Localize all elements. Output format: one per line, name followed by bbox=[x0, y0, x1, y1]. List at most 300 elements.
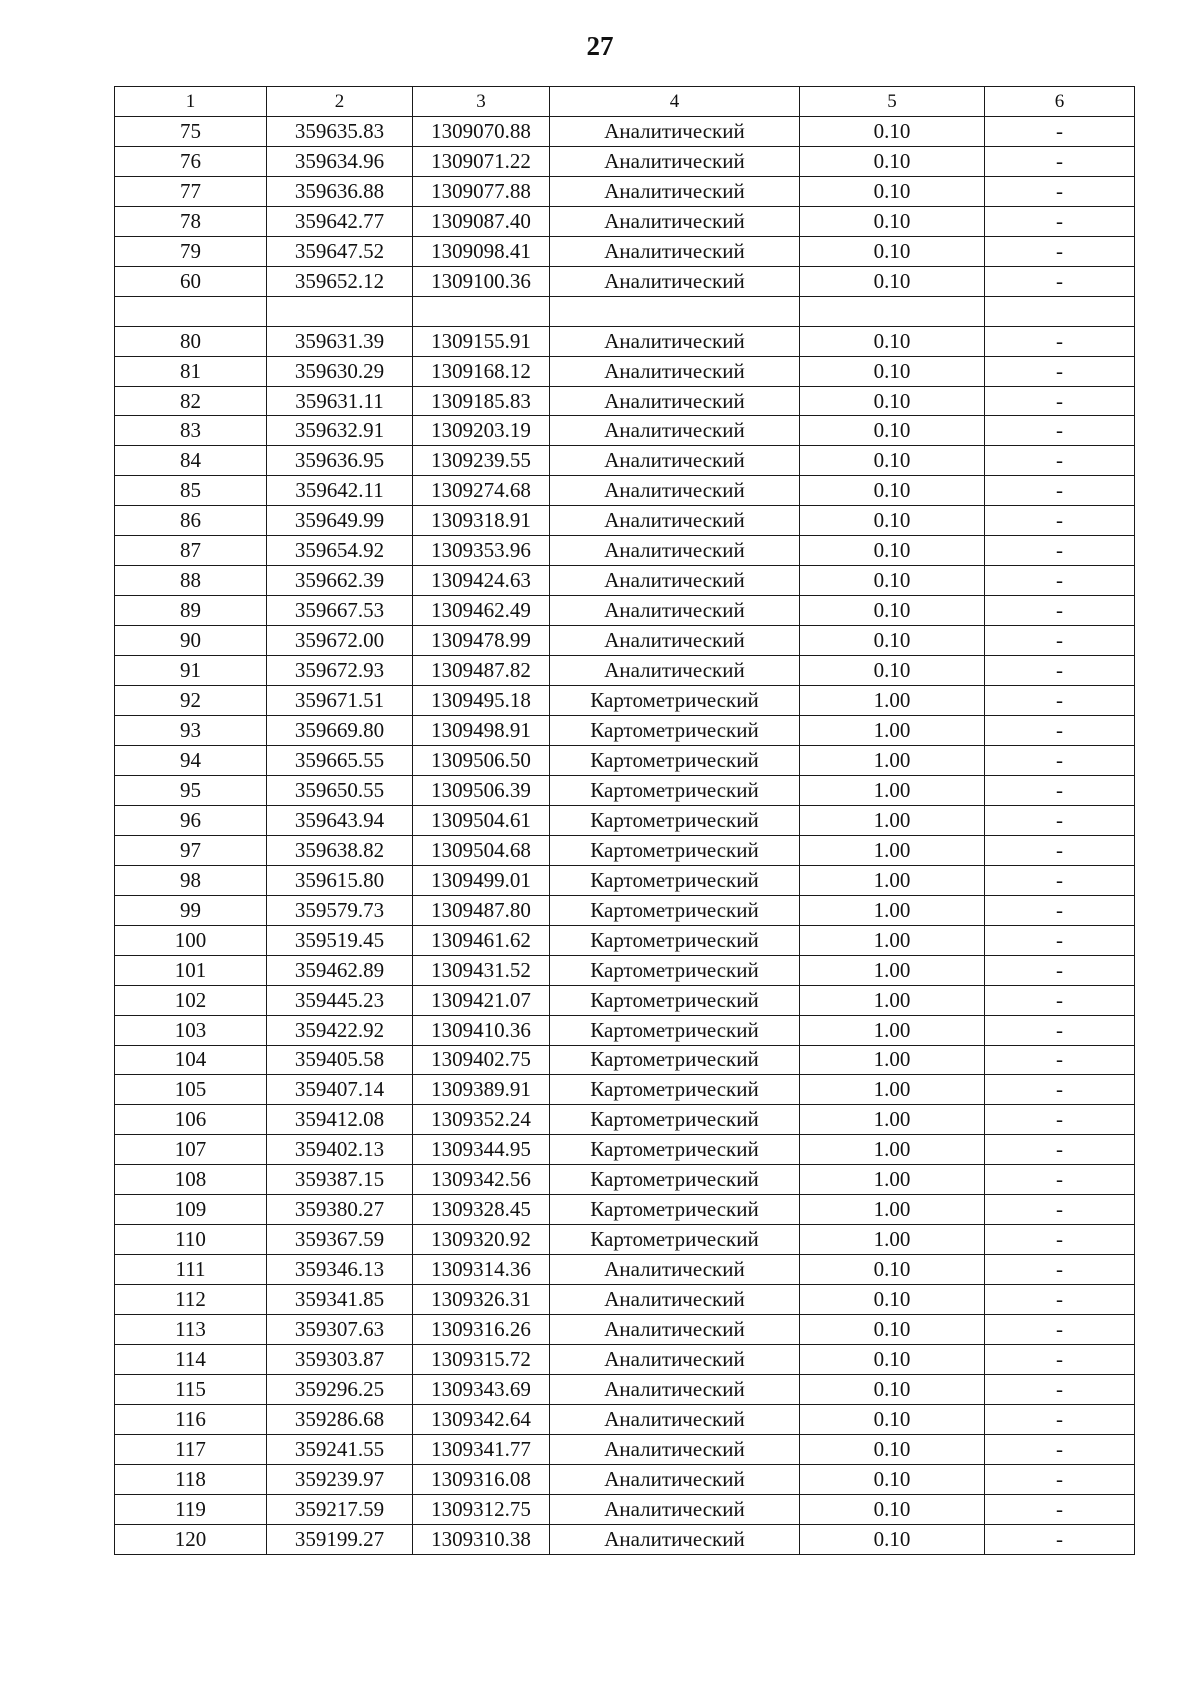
table-row bbox=[115, 895, 1135, 925]
header-cell: 1 bbox=[115, 87, 267, 117]
table-row bbox=[115, 716, 1135, 746]
note-cell: - bbox=[985, 1225, 1135, 1255]
table-row bbox=[115, 626, 1135, 656]
header-cell: 2 bbox=[267, 87, 413, 117]
x-coordinate-cell: 359631.39 bbox=[267, 326, 413, 356]
table-row bbox=[115, 1434, 1135, 1464]
table-header-row bbox=[115, 87, 1135, 117]
note-cell: - bbox=[985, 476, 1135, 506]
point-number-cell: 99 bbox=[115, 895, 267, 925]
method-cell: Аналитический bbox=[550, 326, 800, 356]
point-number-cell: 109 bbox=[115, 1195, 267, 1225]
method-cell: Аналитический bbox=[550, 1374, 800, 1404]
point-number-cell: 117 bbox=[115, 1434, 267, 1464]
y-coordinate-cell: 1309342.64 bbox=[413, 1404, 550, 1434]
y-coordinate-cell: 1309077.88 bbox=[413, 176, 550, 206]
accuracy-cell: 0.10 bbox=[800, 1345, 985, 1375]
table-row bbox=[115, 266, 1135, 296]
note-cell: - bbox=[985, 895, 1135, 925]
method-cell: Аналитический bbox=[550, 1464, 800, 1494]
point-number-cell: 105 bbox=[115, 1075, 267, 1105]
x-coordinate-cell: 359519.45 bbox=[267, 925, 413, 955]
table-row bbox=[115, 176, 1135, 206]
table-row bbox=[115, 1165, 1135, 1195]
note-cell: - bbox=[985, 1374, 1135, 1404]
y-coordinate-cell: 1309318.91 bbox=[413, 506, 550, 536]
accuracy-cell: 0.10 bbox=[800, 176, 985, 206]
accuracy-cell: 0.10 bbox=[800, 476, 985, 506]
accuracy-cell: 0.10 bbox=[800, 416, 985, 446]
x-coordinate-cell: 359636.95 bbox=[267, 446, 413, 476]
accuracy-cell: 1.00 bbox=[800, 1045, 985, 1075]
note-cell: - bbox=[985, 176, 1135, 206]
point-number-cell: 76 bbox=[115, 146, 267, 176]
x-coordinate-cell bbox=[267, 296, 413, 326]
point-number-cell: 81 bbox=[115, 356, 267, 386]
table-row bbox=[115, 1135, 1135, 1165]
point-number-cell: 87 bbox=[115, 536, 267, 566]
method-cell: Картометрический bbox=[550, 775, 800, 805]
y-coordinate-cell: 1309504.68 bbox=[413, 835, 550, 865]
note-cell: - bbox=[985, 626, 1135, 656]
method-cell: Картометрический bbox=[550, 1105, 800, 1135]
point-number-cell: 108 bbox=[115, 1165, 267, 1195]
y-coordinate-cell bbox=[413, 296, 550, 326]
accuracy-cell: 1.00 bbox=[800, 745, 985, 775]
point-number-cell: 112 bbox=[115, 1285, 267, 1315]
table-row bbox=[115, 985, 1135, 1015]
y-coordinate-cell: 1309203.19 bbox=[413, 416, 550, 446]
x-coordinate-cell: 359307.63 bbox=[267, 1315, 413, 1345]
accuracy-cell: 0.10 bbox=[800, 656, 985, 686]
accuracy-cell: 1.00 bbox=[800, 1165, 985, 1195]
point-number-cell: 82 bbox=[115, 386, 267, 416]
table-body bbox=[115, 87, 1135, 1555]
point-number-cell: 78 bbox=[115, 206, 267, 236]
x-coordinate-cell: 359649.99 bbox=[267, 506, 413, 536]
x-coordinate-cell: 359241.55 bbox=[267, 1434, 413, 1464]
y-coordinate-cell: 1309312.75 bbox=[413, 1494, 550, 1524]
header-cell: 4 bbox=[550, 87, 800, 117]
accuracy-cell: 0.10 bbox=[800, 596, 985, 626]
x-coordinate-cell: 359346.13 bbox=[267, 1255, 413, 1285]
note-cell: - bbox=[985, 116, 1135, 146]
header-cell: 5 bbox=[800, 87, 985, 117]
accuracy-cell: 0.10 bbox=[800, 446, 985, 476]
accuracy-cell: 0.10 bbox=[800, 266, 985, 296]
point-number-cell: 110 bbox=[115, 1225, 267, 1255]
point-number-cell: 94 bbox=[115, 745, 267, 775]
y-coordinate-cell: 1309071.22 bbox=[413, 146, 550, 176]
x-coordinate-cell: 359631.11 bbox=[267, 386, 413, 416]
accuracy-cell: 1.00 bbox=[800, 955, 985, 985]
note-cell: - bbox=[985, 656, 1135, 686]
note-cell: - bbox=[985, 566, 1135, 596]
x-coordinate-cell: 359635.83 bbox=[267, 116, 413, 146]
table-row bbox=[115, 386, 1135, 416]
table-row bbox=[115, 835, 1135, 865]
y-coordinate-cell: 1309389.91 bbox=[413, 1075, 550, 1105]
y-coordinate-cell: 1309274.68 bbox=[413, 476, 550, 506]
method-cell: Картометрический bbox=[550, 985, 800, 1015]
x-coordinate-cell: 359341.85 bbox=[267, 1285, 413, 1315]
method-cell: Аналитический bbox=[550, 1315, 800, 1345]
note-cell: - bbox=[985, 1135, 1135, 1165]
method-cell: Картометрический bbox=[550, 955, 800, 985]
y-coordinate-cell: 1309402.75 bbox=[413, 1045, 550, 1075]
table-row bbox=[115, 745, 1135, 775]
table-row bbox=[115, 1075, 1135, 1105]
note-cell: - bbox=[985, 326, 1135, 356]
y-coordinate-cell: 1309461.62 bbox=[413, 925, 550, 955]
accuracy-cell: 1.00 bbox=[800, 1015, 985, 1045]
accuracy-cell: 0.10 bbox=[800, 236, 985, 266]
table-row bbox=[115, 236, 1135, 266]
note-cell: - bbox=[985, 506, 1135, 536]
note-cell: - bbox=[985, 1404, 1135, 1434]
x-coordinate-cell: 359672.00 bbox=[267, 626, 413, 656]
point-number-cell: 111 bbox=[115, 1255, 267, 1285]
x-coordinate-cell: 359445.23 bbox=[267, 985, 413, 1015]
x-coordinate-cell: 359638.82 bbox=[267, 835, 413, 865]
table-row bbox=[115, 1045, 1135, 1075]
accuracy-cell: 0.10 bbox=[800, 1285, 985, 1315]
table-row bbox=[115, 1524, 1135, 1554]
method-cell: Аналитический bbox=[550, 1434, 800, 1464]
table-row bbox=[115, 326, 1135, 356]
method-cell: Аналитический bbox=[550, 356, 800, 386]
method-cell: Аналитический bbox=[550, 116, 800, 146]
accuracy-cell: 1.00 bbox=[800, 1135, 985, 1165]
accuracy-cell: 1.00 bbox=[800, 925, 985, 955]
note-cell: - bbox=[985, 146, 1135, 176]
x-coordinate-cell: 359296.25 bbox=[267, 1374, 413, 1404]
x-coordinate-cell: 359669.80 bbox=[267, 716, 413, 746]
note-cell: - bbox=[985, 266, 1135, 296]
method-cell bbox=[550, 296, 800, 326]
note-cell: - bbox=[985, 985, 1135, 1015]
point-number-cell: 103 bbox=[115, 1015, 267, 1045]
table-row bbox=[115, 1494, 1135, 1524]
method-cell: Аналитический bbox=[550, 146, 800, 176]
point-number-cell: 116 bbox=[115, 1404, 267, 1434]
table-row bbox=[115, 146, 1135, 176]
x-coordinate-cell: 359642.11 bbox=[267, 476, 413, 506]
y-coordinate-cell: 1309504.61 bbox=[413, 805, 550, 835]
table-row bbox=[115, 566, 1135, 596]
x-coordinate-cell: 359652.12 bbox=[267, 266, 413, 296]
accuracy-cell: 0.10 bbox=[800, 1524, 985, 1554]
y-coordinate-cell: 1309326.31 bbox=[413, 1285, 550, 1315]
note-cell: - bbox=[985, 1045, 1135, 1075]
note-cell: - bbox=[985, 1434, 1135, 1464]
method-cell: Картометрический bbox=[550, 1015, 800, 1045]
x-coordinate-cell: 359615.80 bbox=[267, 865, 413, 895]
method-cell: Картометрический bbox=[550, 1195, 800, 1225]
table-row bbox=[115, 206, 1135, 236]
table-row bbox=[115, 356, 1135, 386]
note-cell: - bbox=[985, 1075, 1135, 1105]
table-row bbox=[115, 296, 1135, 326]
accuracy-cell: 0.10 bbox=[800, 1374, 985, 1404]
method-cell: Аналитический bbox=[550, 506, 800, 536]
accuracy-cell: 1.00 bbox=[800, 895, 985, 925]
page-number: 27 bbox=[586, 31, 614, 61]
method-cell: Аналитический bbox=[550, 206, 800, 236]
x-coordinate-cell: 359662.39 bbox=[267, 566, 413, 596]
note-cell: - bbox=[985, 536, 1135, 566]
method-cell: Аналитический bbox=[550, 446, 800, 476]
point-number-cell: 114 bbox=[115, 1345, 267, 1375]
y-coordinate-cell: 1309499.01 bbox=[413, 865, 550, 895]
point-number-cell: 91 bbox=[115, 656, 267, 686]
note-cell: - bbox=[985, 206, 1135, 236]
point-number-cell: 84 bbox=[115, 446, 267, 476]
y-coordinate-cell: 1309421.07 bbox=[413, 985, 550, 1015]
method-cell: Аналитический bbox=[550, 266, 800, 296]
note-cell: - bbox=[985, 1195, 1135, 1225]
point-number-cell: 100 bbox=[115, 925, 267, 955]
point-number-cell: 96 bbox=[115, 805, 267, 835]
method-cell: Картометрический bbox=[550, 895, 800, 925]
y-coordinate-cell: 1309478.99 bbox=[413, 626, 550, 656]
accuracy-cell: 1.00 bbox=[800, 1195, 985, 1225]
x-coordinate-cell: 359402.13 bbox=[267, 1135, 413, 1165]
y-coordinate-cell: 1309155.91 bbox=[413, 326, 550, 356]
point-number-cell: 104 bbox=[115, 1045, 267, 1075]
method-cell: Картометрический bbox=[550, 1045, 800, 1075]
accuracy-cell: 0.10 bbox=[800, 1255, 985, 1285]
note-cell: - bbox=[985, 1315, 1135, 1345]
method-cell: Картометрический bbox=[550, 1165, 800, 1195]
coordinates-table bbox=[114, 86, 1135, 1555]
accuracy-cell: 1.00 bbox=[800, 686, 985, 716]
note-cell: - bbox=[985, 1524, 1135, 1554]
method-cell: Аналитический bbox=[550, 536, 800, 566]
y-coordinate-cell: 1309343.69 bbox=[413, 1374, 550, 1404]
point-number-cell: 89 bbox=[115, 596, 267, 626]
accuracy-cell bbox=[800, 296, 985, 326]
point-number-cell: 90 bbox=[115, 626, 267, 656]
note-cell: - bbox=[985, 925, 1135, 955]
accuracy-cell: 0.10 bbox=[800, 626, 985, 656]
accuracy-cell: 0.10 bbox=[800, 206, 985, 236]
method-cell: Аналитический bbox=[550, 566, 800, 596]
accuracy-cell: 0.10 bbox=[800, 506, 985, 536]
note-cell: - bbox=[985, 1464, 1135, 1494]
point-number-cell: 85 bbox=[115, 476, 267, 506]
accuracy-cell: 0.10 bbox=[800, 566, 985, 596]
accuracy-cell: 0.10 bbox=[800, 1494, 985, 1524]
y-coordinate-cell: 1309498.91 bbox=[413, 716, 550, 746]
x-coordinate-cell: 359643.94 bbox=[267, 805, 413, 835]
y-coordinate-cell: 1309314.36 bbox=[413, 1255, 550, 1285]
x-coordinate-cell: 359579.73 bbox=[267, 895, 413, 925]
accuracy-cell: 0.10 bbox=[800, 116, 985, 146]
note-cell: - bbox=[985, 416, 1135, 446]
note-cell: - bbox=[985, 1165, 1135, 1195]
x-coordinate-cell: 359650.55 bbox=[267, 775, 413, 805]
table-row bbox=[115, 1315, 1135, 1345]
note-cell: - bbox=[985, 386, 1135, 416]
table-row bbox=[115, 656, 1135, 686]
note-cell: - bbox=[985, 356, 1135, 386]
y-coordinate-cell: 1309310.38 bbox=[413, 1524, 550, 1554]
point-number-cell: 97 bbox=[115, 835, 267, 865]
method-cell: Аналитический bbox=[550, 596, 800, 626]
note-cell: - bbox=[985, 716, 1135, 746]
table-row bbox=[115, 476, 1135, 506]
point-number-cell: 120 bbox=[115, 1524, 267, 1554]
table-row bbox=[115, 536, 1135, 566]
y-coordinate-cell: 1309352.24 bbox=[413, 1105, 550, 1135]
accuracy-cell: 0.10 bbox=[800, 146, 985, 176]
y-coordinate-cell: 1309316.26 bbox=[413, 1315, 550, 1345]
table-row bbox=[115, 1345, 1135, 1375]
x-coordinate-cell: 359665.55 bbox=[267, 745, 413, 775]
y-coordinate-cell: 1309320.92 bbox=[413, 1225, 550, 1255]
table-row bbox=[115, 1105, 1135, 1135]
x-coordinate-cell: 359632.91 bbox=[267, 416, 413, 446]
method-cell: Картометрический bbox=[550, 805, 800, 835]
header-cell: 3 bbox=[413, 87, 550, 117]
method-cell: Аналитический bbox=[550, 476, 800, 506]
note-cell: - bbox=[985, 745, 1135, 775]
accuracy-cell: 0.10 bbox=[800, 386, 985, 416]
table-row bbox=[115, 1404, 1135, 1434]
method-cell: Аналитический bbox=[550, 1255, 800, 1285]
point-number-cell: 60 bbox=[115, 266, 267, 296]
accuracy-cell: 0.10 bbox=[800, 536, 985, 566]
x-coordinate-cell: 359462.89 bbox=[267, 955, 413, 985]
y-coordinate-cell: 1309087.40 bbox=[413, 206, 550, 236]
header-cell: 6 bbox=[985, 87, 1135, 117]
x-coordinate-cell: 359634.96 bbox=[267, 146, 413, 176]
accuracy-cell: 1.00 bbox=[800, 985, 985, 1015]
table-row bbox=[115, 1015, 1135, 1045]
table-row bbox=[115, 416, 1135, 446]
x-coordinate-cell: 359239.97 bbox=[267, 1464, 413, 1494]
y-coordinate-cell: 1309487.80 bbox=[413, 895, 550, 925]
x-coordinate-cell: 359380.27 bbox=[267, 1195, 413, 1225]
point-number-cell: 77 bbox=[115, 176, 267, 206]
point-number-cell: 101 bbox=[115, 955, 267, 985]
y-coordinate-cell: 1309098.41 bbox=[413, 236, 550, 266]
accuracy-cell: 1.00 bbox=[800, 775, 985, 805]
table-row bbox=[115, 1374, 1135, 1404]
accuracy-cell: 1.00 bbox=[800, 716, 985, 746]
method-cell: Аналитический bbox=[550, 626, 800, 656]
method-cell: Аналитический bbox=[550, 1345, 800, 1375]
method-cell: Картометрический bbox=[550, 745, 800, 775]
y-coordinate-cell: 1309316.08 bbox=[413, 1464, 550, 1494]
method-cell: Картометрический bbox=[550, 686, 800, 716]
table-row bbox=[115, 955, 1135, 985]
y-coordinate-cell: 1309342.56 bbox=[413, 1165, 550, 1195]
note-cell: - bbox=[985, 686, 1135, 716]
note-cell: - bbox=[985, 865, 1135, 895]
note-cell: - bbox=[985, 1015, 1135, 1045]
point-number-cell: 88 bbox=[115, 566, 267, 596]
point-number-cell: 93 bbox=[115, 716, 267, 746]
table-row bbox=[115, 1255, 1135, 1285]
y-coordinate-cell: 1309506.39 bbox=[413, 775, 550, 805]
point-number-cell bbox=[115, 296, 267, 326]
accuracy-cell: 1.00 bbox=[800, 1225, 985, 1255]
x-coordinate-cell: 359654.92 bbox=[267, 536, 413, 566]
point-number-cell: 102 bbox=[115, 985, 267, 1015]
point-number-cell: 118 bbox=[115, 1464, 267, 1494]
method-cell: Аналитический bbox=[550, 176, 800, 206]
x-coordinate-cell: 359303.87 bbox=[267, 1345, 413, 1375]
x-coordinate-cell: 359405.58 bbox=[267, 1045, 413, 1075]
x-coordinate-cell: 359671.51 bbox=[267, 686, 413, 716]
point-number-cell: 106 bbox=[115, 1105, 267, 1135]
x-coordinate-cell: 359422.92 bbox=[267, 1015, 413, 1045]
table-row bbox=[115, 446, 1135, 476]
note-cell: - bbox=[985, 1285, 1135, 1315]
method-cell: Картометрический bbox=[550, 925, 800, 955]
table-row bbox=[115, 805, 1135, 835]
note-cell: - bbox=[985, 596, 1135, 626]
y-coordinate-cell: 1309239.55 bbox=[413, 446, 550, 476]
method-cell: Картометрический bbox=[550, 716, 800, 746]
method-cell: Аналитический bbox=[550, 1285, 800, 1315]
y-coordinate-cell: 1309487.82 bbox=[413, 656, 550, 686]
accuracy-cell: 0.10 bbox=[800, 1315, 985, 1345]
method-cell: Аналитический bbox=[550, 1404, 800, 1434]
table-row bbox=[115, 865, 1135, 895]
table-row bbox=[115, 1285, 1135, 1315]
accuracy-cell: 0.10 bbox=[800, 1434, 985, 1464]
y-coordinate-cell: 1309328.45 bbox=[413, 1195, 550, 1225]
method-cell: Картометрический bbox=[550, 1075, 800, 1105]
note-cell: - bbox=[985, 236, 1135, 266]
table-row bbox=[115, 1195, 1135, 1225]
note-cell: - bbox=[985, 1255, 1135, 1285]
note-cell: - bbox=[985, 955, 1135, 985]
method-cell: Аналитический bbox=[550, 236, 800, 266]
table-row bbox=[115, 925, 1135, 955]
accuracy-cell: 1.00 bbox=[800, 1075, 985, 1105]
point-number-cell: 79 bbox=[115, 236, 267, 266]
accuracy-cell: 1.00 bbox=[800, 865, 985, 895]
y-coordinate-cell: 1309495.18 bbox=[413, 686, 550, 716]
y-coordinate-cell: 1309353.96 bbox=[413, 536, 550, 566]
method-cell: Картометрический bbox=[550, 835, 800, 865]
y-coordinate-cell: 1309424.63 bbox=[413, 566, 550, 596]
y-coordinate-cell: 1309462.49 bbox=[413, 596, 550, 626]
table-row bbox=[115, 686, 1135, 716]
point-number-cell: 75 bbox=[115, 116, 267, 146]
point-number-cell: 86 bbox=[115, 506, 267, 536]
table-row bbox=[115, 596, 1135, 626]
accuracy-cell: 1.00 bbox=[800, 805, 985, 835]
accuracy-cell: 0.10 bbox=[800, 356, 985, 386]
method-cell: Картометрический bbox=[550, 1135, 800, 1165]
method-cell: Аналитический bbox=[550, 1494, 800, 1524]
note-cell: - bbox=[985, 805, 1135, 835]
table-row bbox=[115, 116, 1135, 146]
method-cell: Картометрический bbox=[550, 1225, 800, 1255]
note-cell bbox=[985, 296, 1135, 326]
x-coordinate-cell: 359367.59 bbox=[267, 1225, 413, 1255]
table-row bbox=[115, 506, 1135, 536]
method-cell: Аналитический bbox=[550, 416, 800, 446]
y-coordinate-cell: 1309344.95 bbox=[413, 1135, 550, 1165]
x-coordinate-cell: 359199.27 bbox=[267, 1524, 413, 1554]
method-cell: Аналитический bbox=[550, 386, 800, 416]
